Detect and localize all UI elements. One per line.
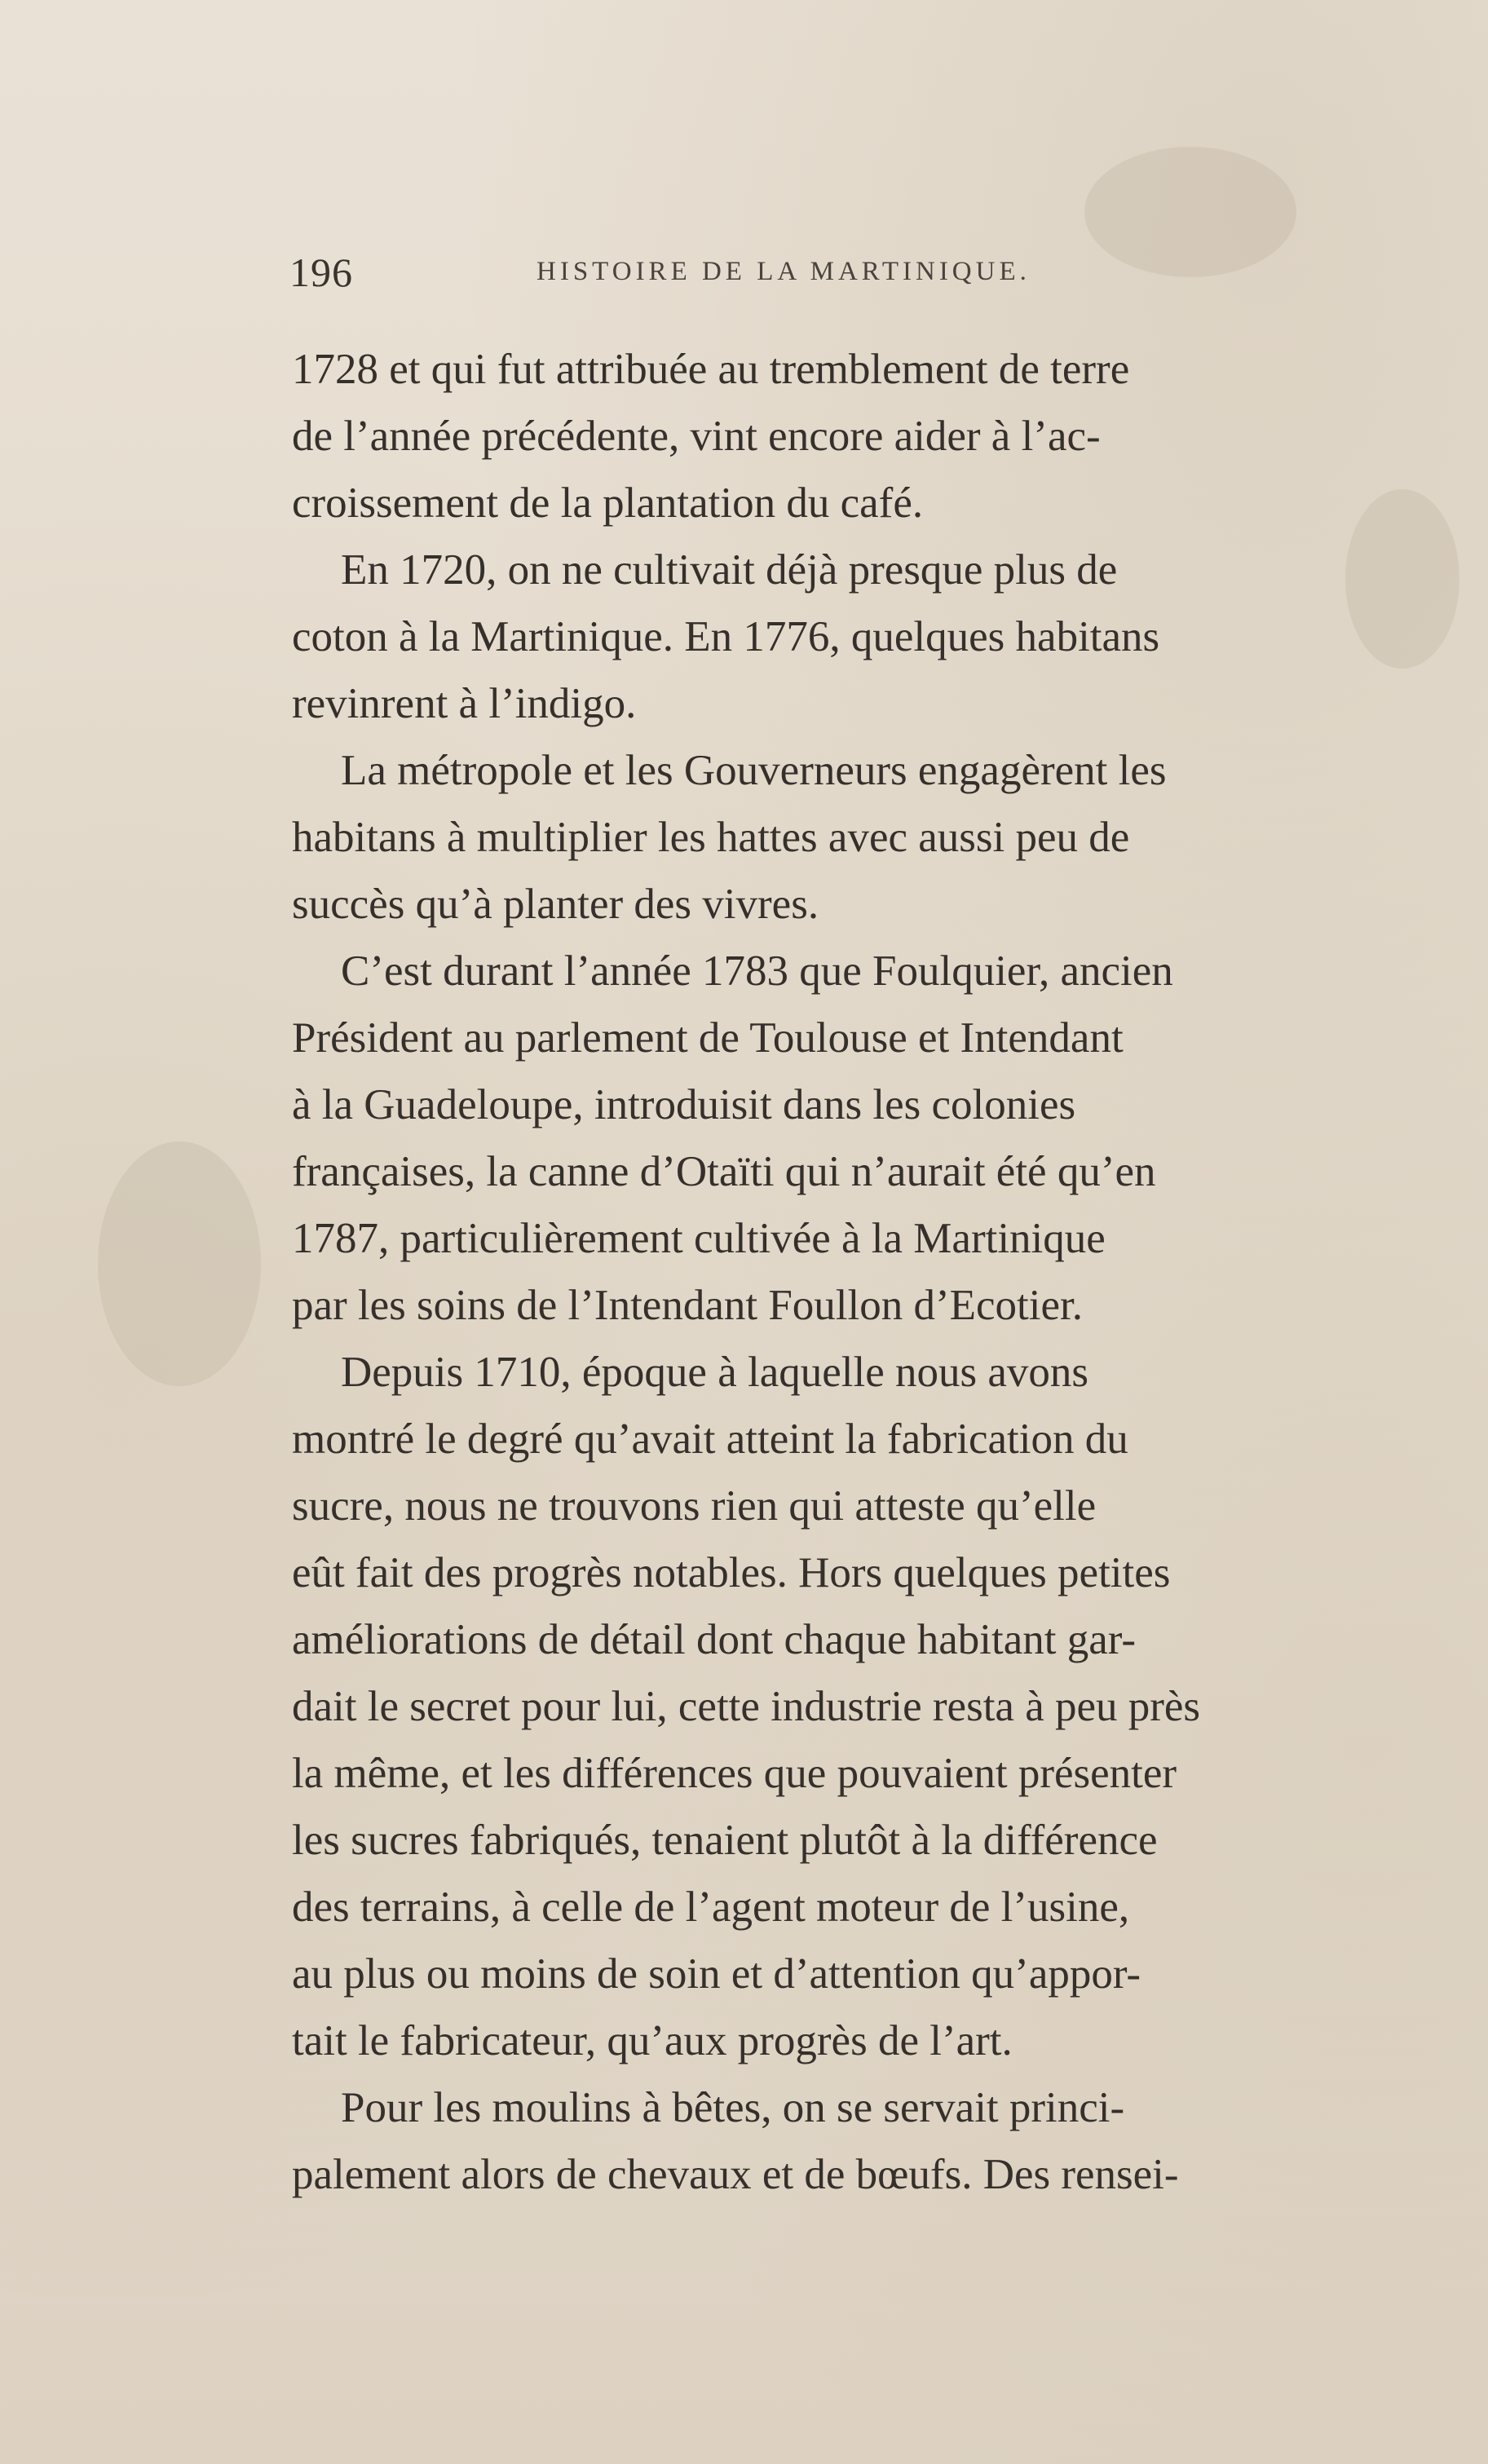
text-line: sucre, nous ne trouvons rien qui atteste qu’elle <box>292 1482 1097 1530</box>
text-line: montré le degré qu’avait atteint la fabrication du <box>292 1415 1128 1463</box>
page-header <box>289 249 1170 306</box>
text-line: de l’année précédente, vint encore aider à l’ac- <box>292 413 1101 460</box>
text-line: eût fait des progrès notables. Hors quelques petites <box>292 1549 1171 1596</box>
text-line: Pour les moulins à bêtes, on se servait princi- <box>341 2084 1125 2131</box>
text-line: La métropole et les Gouverneurs engagèrent les <box>341 747 1167 794</box>
text-line: revinrent à l’indigo. <box>292 680 637 727</box>
text-line: tait le fabricateur, qu’aux progrès de l’art. <box>292 2017 1013 2064</box>
running-title: HISTOIRE DE LA MARTINIQUE. <box>536 257 1031 286</box>
paper-stain <box>98 1141 261 1386</box>
text-line: croissement de la plantation du café. <box>292 479 924 527</box>
body-text <box>292 336 1417 2208</box>
text-line: En 1720, on ne cultivait déjà presque plus de <box>341 546 1118 594</box>
text-line: habitans à multiplier les hattes avec aussi peu de <box>292 814 1130 861</box>
text-line: les sucres fabriqués, tenaient plutôt à la différence <box>292 1817 1158 1864</box>
text-line: à la Guadeloupe, introduisit dans les colonies <box>292 1081 1076 1128</box>
text-line: la même, et les différences que pouvaient présenter <box>292 1750 1177 1797</box>
text-line: Président au parlement de Toulouse et Intendant <box>292 1014 1124 1062</box>
text-line: dait le secret pour lui, cette industrie resta à peu près <box>292 1683 1201 1730</box>
text-line: 1787, particulièrement cultivée à la Martinique <box>292 1215 1106 1262</box>
text-line: coton à la Martinique. En 1776, quelques habitans <box>292 613 1160 660</box>
text-line: C’est durant l’année 1783 que Foulquier, ancien <box>341 947 1173 995</box>
page-number: 196 <box>289 249 353 295</box>
text-line: françaises, la canne d’Otaïti qui n’aurait été qu’en <box>292 1148 1156 1195</box>
text-line: 1728 et qui fut attribuée au tremblement de terre <box>292 346 1130 393</box>
text-line: au plus ou moins de soin et d’attention qu’appor- <box>292 1950 1141 1998</box>
text-line: améliorations de détail dont chaque habitant gar- <box>292 1616 1137 1663</box>
text-line: des terrains, à celle de l’agent moteur de l’usine, <box>292 1883 1130 1931</box>
text-line: palement alors de chevaux et de bœufs. Des rensei- <box>292 2151 1179 2198</box>
text-line: par les soins de l’Intendant Foullon d’Ecotier. <box>292 1282 1083 1329</box>
text-line: Depuis 1710, époque à laquelle nous avons <box>341 1349 1088 1396</box>
text-line: succès qu’à planter des vivres. <box>292 881 819 928</box>
